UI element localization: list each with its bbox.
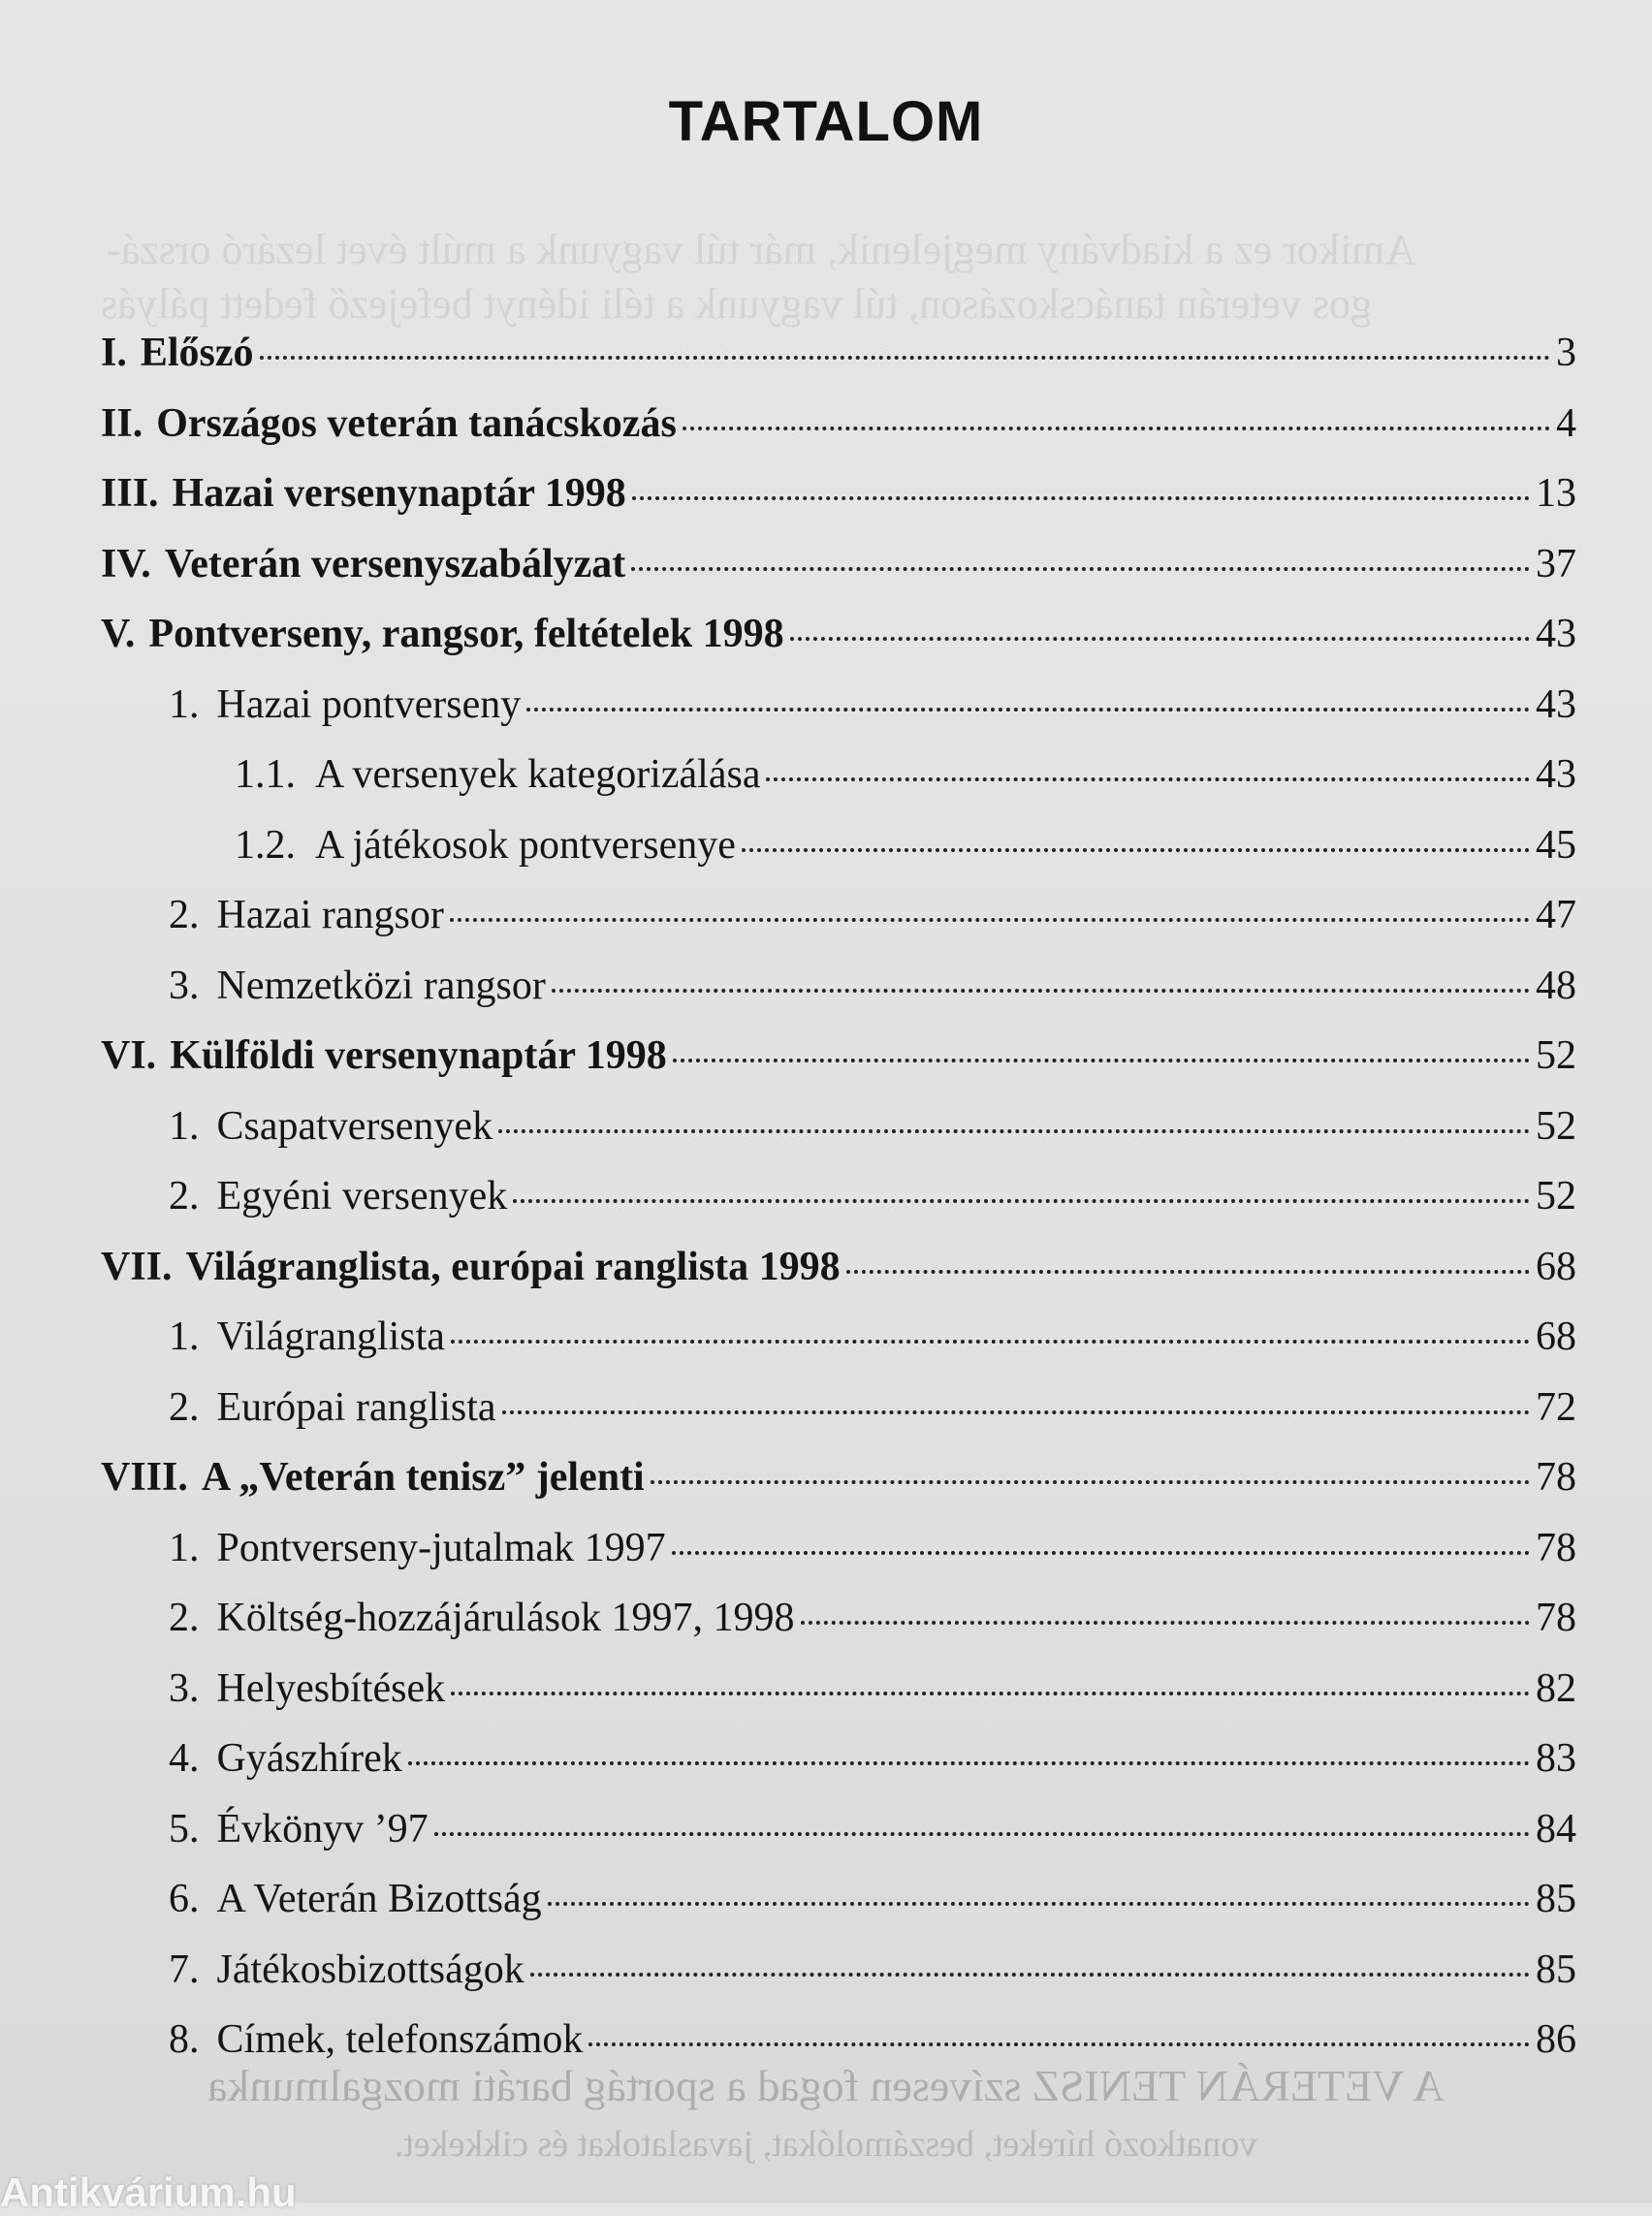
toc-entry-page: 45 [1536,822,1576,868]
toc-entry-page: 43 [1536,752,1576,797]
dot-leader [631,567,1530,571]
toc-entry-number: 2. [169,1384,200,1430]
toc-entry-label: Hazai versenynaptár 1998 [172,471,626,516]
dot-leader [766,777,1530,781]
toc-entry-page: 68 [1536,1244,1576,1289]
show-through-line: Amikor ez a kiadvány megjelenik, már túl vagyunk a múlt évet lezáró orszá- [107,226,1416,273]
dot-leader [451,1340,1530,1344]
toc-entry [101,1724,1576,1794]
dot-leader [651,1480,1530,1484]
toc-entry [101,1794,1576,1865]
toc-entry [101,318,1576,389]
toc-entry-label: Hazai rangsor [216,893,444,937]
toc-entry-page: 48 [1536,963,1576,1008]
toc-entry [101,1583,1576,1654]
toc-entry-number: 1.1. [235,752,296,797]
toc-entry [101,670,1576,741]
toc-entry-number: 1. [169,681,200,727]
dot-leader [408,1761,1530,1765]
toc-entry [101,1021,1576,1092]
toc-entry-label: Egyéni versenyek [216,1174,508,1219]
toc-entry-page: 82 [1536,1665,1576,1711]
toc-entry [101,1373,1576,1443]
toc-entry-label: Hazai pontverseny [216,681,522,727]
toc-entry [101,389,1576,459]
toc-entry-label: Csapatversenyek [216,1103,493,1149]
toc-entry-label: A versenyek kategorizálása [315,752,761,797]
dot-leader [801,1621,1530,1625]
toc-entry-page: 3 [1556,331,1576,375]
toc-entry-number: 2. [169,893,200,937]
toc-entry [101,1302,1576,1373]
watermark-logo: Antikvárium.hu [0,2169,297,2215]
toc-entry-page: 85 [1536,1947,1576,1992]
toc-entry [101,599,1576,670]
toc-entry-page: 52 [1536,1033,1576,1078]
toc-entry-page: 43 [1536,681,1576,727]
toc-entry-number: VII. [101,1244,173,1289]
toc-entry-page: 85 [1536,1877,1576,1921]
toc-entry-number: 3. [169,963,200,1008]
toc-entry-label: A „Veterán tenisz” jelenti [201,1455,645,1500]
toc-entry [101,1864,1576,1935]
toc-entry-number: VIII. [101,1455,188,1500]
dot-leader [260,356,1550,360]
dot-leader [434,1832,1530,1836]
toc-entry-label: Világranglista, európai ranglista 1998 [185,1244,841,1289]
toc-entry [101,951,1576,1022]
toc-entry [101,1513,1576,1584]
dot-leader [498,1129,1530,1133]
toc-entry-label: Külföldi versenynaptár 1998 [170,1033,667,1078]
toc-entry-number: III. [101,471,159,516]
toc-entry-page: 86 [1536,2017,1576,2062]
toc-entry-label: Költség-hozzájárulások 1997, 1998 [216,1596,795,1640]
toc-entry-number: 1.2. [235,822,296,868]
dot-leader [672,1551,1530,1555]
table-of-contents [101,318,1576,2075]
toc-entry-page: 84 [1536,1806,1576,1852]
toc-entry-number: I. [101,331,127,375]
dot-leader [513,1199,1530,1203]
toc-entry-number: 2. [169,1174,200,1219]
toc-entry-number: 1. [169,1314,200,1359]
dot-leader [588,2042,1530,2046]
toc-entry-label: A játékosok pontversenye [315,822,736,868]
toc-entry-label: Pontverseny-jutalmak 1997 [216,1525,666,1570]
toc-entry-page: 52 [1536,1174,1576,1219]
toc-entry [101,1935,1576,2006]
toc-entry-number: 3. [169,1665,200,1711]
dot-leader [552,989,1530,993]
toc-entry-number: 1. [169,1103,200,1149]
dot-leader [526,708,1530,712]
dot-leader [846,1270,1530,1274]
toc-entry [101,459,1576,529]
toc-entry-label: Játékosbizottságok [216,1947,524,1992]
toc-entry [101,740,1576,810]
toc-entry-page: 37 [1536,541,1576,586]
toc-entry-label: Pontverseny, rangsor, feltételek 1998 [148,612,784,656]
dot-leader [742,848,1530,852]
toc-entry-page: 78 [1536,1596,1576,1640]
toc-entry-label: Előszó [140,331,254,375]
show-through-line: gos veterán tanácskozáson, túl vagyunk a téli idényt befejező fedett pályás [101,280,1372,328]
toc-entry-page: 83 [1536,1736,1576,1781]
toc-entry [101,1442,1576,1513]
toc-entry-label: A Veterán Bizottság [216,1877,542,1921]
toc-entry-label: Veterán versenyszabályzat [164,541,626,586]
toc-entry-page: 78 [1536,1455,1576,1500]
toc-entry-number: IV. [101,541,151,586]
toc-entry-number: II. [101,400,143,446]
toc-entry-label: Európai ranglista [216,1384,496,1430]
dot-leader [450,918,1530,922]
toc-entry-page: 78 [1536,1525,1576,1570]
toc-entry [101,529,1576,600]
show-through-footer-2: vonatkozó híreket, beszámolókat, javaslatokat és cikkeket. [394,2124,1258,2165]
toc-entry [101,880,1576,951]
toc-entry-number: 4. [169,1736,200,1781]
toc-entry-page: 72 [1536,1384,1576,1430]
toc-entry-page: 68 [1536,1314,1576,1359]
dot-leader [790,637,1530,641]
toc-entry-page: 13 [1536,471,1576,516]
toc-entry-page: 4 [1556,400,1576,446]
dot-leader [451,1692,1530,1695]
toc-entry-number: 7. [169,1947,200,1992]
toc-entry-label: Nemzetközi rangsor [216,963,546,1008]
toc-entry-number: 6. [169,1877,200,1921]
dot-leader [673,1059,1530,1062]
show-through-footer: A VETERÁN TENISZ szívesen fogad a sportág baráti mozgalmunka [207,2061,1445,2110]
toc-entry-number: V. [101,612,136,656]
toc-entry [101,810,1576,881]
dot-leader [502,1410,1530,1414]
toc-entry-number: 2. [169,1596,200,1640]
toc-entry-label: Évkönyv ’97 [216,1806,429,1852]
dot-leader [632,496,1530,500]
toc-entry-label: Gyászhírek [216,1736,402,1781]
toc-entry [101,1232,1576,1303]
page-title: TARTALOM [668,90,984,153]
toc-entry [101,1654,1576,1725]
toc-entry [101,1092,1576,1162]
toc-entry-number: 1. [169,1525,200,1570]
toc-entry-number: 8. [169,2017,200,2062]
toc-entry-page: 52 [1536,1103,1576,1149]
toc-entry-page: 47 [1536,893,1576,937]
toc-entry-label: Országos veterán tanácskozás [156,400,677,446]
toc-entry-number: VI. [101,1033,157,1078]
dot-leader [548,1902,1530,1906]
toc-entry-label: Címek, telefonszámok [216,2017,584,2062]
dot-leader [530,1973,1530,1977]
dot-leader [683,427,1550,430]
toc-entry-number: 5. [169,1806,200,1852]
toc-entry-page: 43 [1536,612,1576,656]
toc-entry [101,1161,1576,1232]
toc-entry-label: Világranglista [216,1314,445,1359]
toc-entry-label: Helyesbítések [216,1665,446,1711]
